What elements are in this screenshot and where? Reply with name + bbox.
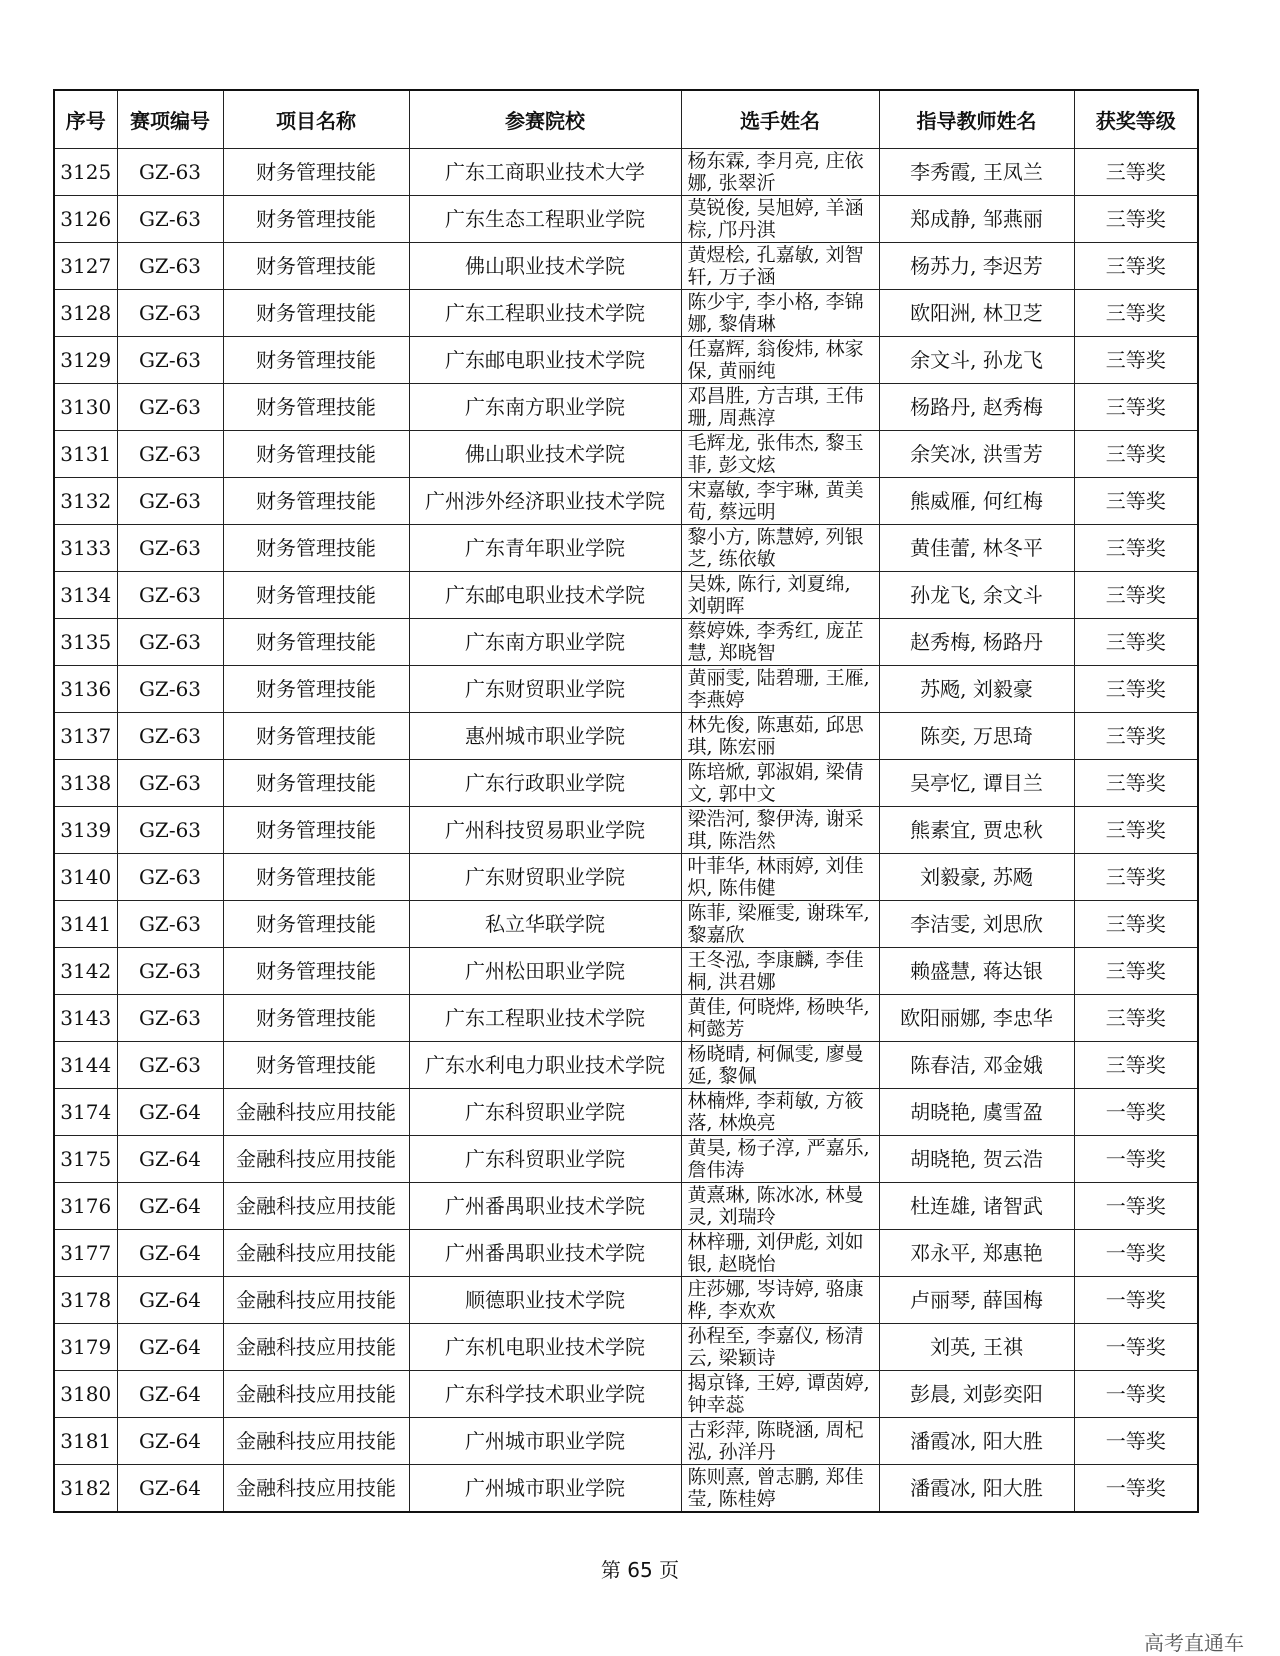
cell-event-code: GZ-64 (117, 1183, 223, 1230)
contestant-names-text: 黄佳, 何晓烨, 杨映华, 柯懿芳 (687, 996, 870, 1040)
cell-contestants (681, 1042, 879, 1089)
contestant-names-text: 吴姝, 陈行, 刘夏绵, 刘朝晖 (687, 573, 851, 617)
cell-instructors: 杨苏力, 李迟芳 (879, 243, 1074, 290)
cell-instructors: 余文斗, 孙龙飞 (879, 337, 1074, 384)
cell-index: 3181 (54, 1418, 117, 1465)
header-contestants: 选手姓名 (681, 90, 879, 149)
header-event-code: 赛项编号 (117, 90, 223, 149)
cell-instructors: 陈奕, 万思琦 (879, 713, 1074, 760)
cell-event-code: GZ-64 (117, 1089, 223, 1136)
cell-event-code: GZ-63 (117, 807, 223, 854)
cell-school: 广东科贸职业学院 (409, 1136, 681, 1183)
cell-instructors: 李洁雯, 刘思欣 (879, 901, 1074, 948)
cell-index: 3174 (54, 1089, 117, 1136)
cell-index: 3140 (54, 854, 117, 901)
cell-instructors: 欧阳丽娜, 李忠华 (879, 995, 1074, 1042)
contestant-names-text: 邓昌胜, 方吉琪, 王伟珊, 周燕淳 (687, 385, 864, 429)
cell-contestants (681, 572, 879, 619)
cell-school: 广东邮电职业技术学院 (409, 572, 681, 619)
cell-school: 私立华联学院 (409, 901, 681, 948)
cell-instructors: 刘毅豪, 苏飏 (879, 854, 1074, 901)
table-row (54, 149, 1198, 196)
cell-award-level: 一等奖 (1074, 1277, 1198, 1324)
table-row (54, 901, 1198, 948)
cell-index: 3179 (54, 1324, 117, 1371)
cell-event-code: GZ-63 (117, 854, 223, 901)
cell-project-name: 金融科技应用技能 (223, 1277, 409, 1324)
cell-index: 3132 (54, 478, 117, 525)
cell-index: 3135 (54, 619, 117, 666)
cell-index: 3180 (54, 1371, 117, 1418)
cell-instructors: 郑成静, 邹燕丽 (879, 196, 1074, 243)
cell-contestants (681, 807, 879, 854)
contestant-names-text: 杨东霖, 李月亮, 庄依娜, 张翠沂 (687, 150, 864, 194)
table-row (54, 995, 1198, 1042)
contestant-names-text: 陈培焮, 郭淑娟, 梁倩文, 郭中文 (687, 761, 864, 805)
cell-event-code: GZ-63 (117, 478, 223, 525)
cell-project-name: 金融科技应用技能 (223, 1324, 409, 1371)
page-number: 第 65 页 (600, 1558, 680, 1582)
cell-award-level: 三等奖 (1074, 384, 1198, 431)
table-row (54, 290, 1198, 337)
table-row (54, 854, 1198, 901)
cell-project-name: 财务管理技能 (223, 901, 409, 948)
cell-school: 广州涉外经济职业技术学院 (409, 478, 681, 525)
table-row (54, 713, 1198, 760)
cell-instructors: 孙龙飞, 余文斗 (879, 572, 1074, 619)
cell-event-code: GZ-63 (117, 196, 223, 243)
cell-school: 佛山职业技术学院 (409, 431, 681, 478)
cell-instructors: 赖盛慧, 蒋达银 (879, 948, 1074, 995)
cell-contestants (681, 1230, 879, 1277)
cell-school: 广东行政职业学院 (409, 760, 681, 807)
cell-event-code: GZ-64 (117, 1371, 223, 1418)
cell-instructors: 杜连雄, 诸智武 (879, 1183, 1074, 1230)
cell-event-code: GZ-63 (117, 948, 223, 995)
cell-index: 3134 (54, 572, 117, 619)
cell-index: 3126 (54, 196, 117, 243)
cell-event-code: GZ-63 (117, 901, 223, 948)
cell-event-code: GZ-63 (117, 995, 223, 1042)
cell-instructors: 吴亭忆, 谭目兰 (879, 760, 1074, 807)
cell-instructors: 潘霞冰, 阳大胜 (879, 1418, 1074, 1465)
cell-event-code: GZ-63 (117, 149, 223, 196)
cell-project-name: 金融科技应用技能 (223, 1183, 409, 1230)
contestant-names-text: 陈则熹, 曾志鹏, 郑佳莹, 陈桂婷 (687, 1466, 864, 1510)
cell-event-code: GZ-64 (117, 1324, 223, 1371)
cell-contestants (681, 149, 879, 196)
cell-school: 广东生态工程职业学院 (409, 196, 681, 243)
cell-index: 3143 (54, 995, 117, 1042)
watermark-text: 高考直通车 (1144, 1631, 1244, 1655)
cell-award-level: 三等奖 (1074, 290, 1198, 337)
cell-contestants (681, 478, 879, 525)
cell-school: 佛山职业技术学院 (409, 243, 681, 290)
cell-contestants (681, 854, 879, 901)
cell-project-name: 财务管理技能 (223, 760, 409, 807)
cell-award-level: 三等奖 (1074, 666, 1198, 713)
contestant-names-text: 庄莎娜, 岑诗婷, 骆康桦, 李欢欢 (687, 1278, 864, 1322)
contestant-names-text: 蔡婷姝, 李秀红, 庞芷慧, 郑晓智 (687, 620, 864, 664)
cell-project-name: 财务管理技能 (223, 431, 409, 478)
cell-index: 3136 (54, 666, 117, 713)
contestant-names-text: 任嘉辉, 翁俊炜, 林家保, 黄丽纯 (687, 338, 864, 382)
cell-index: 3131 (54, 431, 117, 478)
cell-contestants (681, 1465, 879, 1513)
cell-contestants (681, 948, 879, 995)
cell-contestants (681, 243, 879, 290)
contestant-names-text: 林梓珊, 刘伊彪, 刘如银, 赵晓怡 (687, 1231, 864, 1275)
cell-instructors: 余笑冰, 洪雪芳 (879, 431, 1074, 478)
cell-contestants (681, 619, 879, 666)
contestant-names-text: 黄丽雯, 陆碧珊, 王雁, 李燕婷 (687, 667, 870, 711)
contestant-names-text: 莫锐俊, 吴旭婷, 羊涵棕, 邝丹淇 (687, 197, 864, 241)
cell-index: 3129 (54, 337, 117, 384)
cell-school: 广东工程职业技术学院 (409, 995, 681, 1042)
cell-index: 3182 (54, 1465, 117, 1513)
table-row (54, 337, 1198, 384)
table-row (54, 525, 1198, 572)
cell-award-level: 三等奖 (1074, 1042, 1198, 1089)
cell-school: 广州松田职业学院 (409, 948, 681, 995)
cell-event-code: GZ-64 (117, 1136, 223, 1183)
cell-event-code: GZ-63 (117, 290, 223, 337)
cell-index: 3139 (54, 807, 117, 854)
cell-project-name: 金融科技应用技能 (223, 1371, 409, 1418)
cell-school: 广州城市职业学院 (409, 1465, 681, 1513)
cell-award-level: 一等奖 (1074, 1183, 1198, 1230)
cell-award-level: 一等奖 (1074, 1324, 1198, 1371)
cell-contestants (681, 1136, 879, 1183)
cell-index: 3133 (54, 525, 117, 572)
header-project-name: 项目名称 (223, 90, 409, 149)
cell-instructors: 胡晓艳, 虞雪盈 (879, 1089, 1074, 1136)
table-row (54, 1371, 1198, 1418)
cell-school: 广东工商职业技术大学 (409, 149, 681, 196)
cell-project-name: 财务管理技能 (223, 666, 409, 713)
cell-contestants (681, 713, 879, 760)
table-row (54, 1042, 1198, 1089)
contestant-names-text: 王冬泓, 李康麟, 李佳桐, 洪君娜 (687, 949, 864, 993)
cell-event-code: GZ-63 (117, 760, 223, 807)
table-row (54, 1324, 1198, 1371)
table-row (54, 478, 1198, 525)
cell-school: 广州科技贸易职业学院 (409, 807, 681, 854)
cell-award-level: 三等奖 (1074, 243, 1198, 290)
cell-instructors: 卢丽琴, 薛国梅 (879, 1277, 1074, 1324)
cell-index: 3137 (54, 713, 117, 760)
cell-award-level: 三等奖 (1074, 807, 1198, 854)
cell-index: 3141 (54, 901, 117, 948)
table-row (54, 807, 1198, 854)
cell-project-name: 财务管理技能 (223, 149, 409, 196)
cell-contestants (681, 666, 879, 713)
cell-school: 广东财贸职业学院 (409, 666, 681, 713)
cell-index: 3175 (54, 1136, 117, 1183)
cell-index: 3125 (54, 149, 117, 196)
cell-instructors: 彭晨, 刘彭奕阳 (879, 1371, 1074, 1418)
cell-event-code: GZ-63 (117, 1042, 223, 1089)
cell-school: 广州城市职业学院 (409, 1418, 681, 1465)
contestant-names-text: 叶菲华, 林雨婷, 刘佳炽, 陈伟健 (687, 855, 864, 899)
table-row (54, 431, 1198, 478)
cell-contestants (681, 1371, 879, 1418)
cell-school: 广东南方职业学院 (409, 619, 681, 666)
cell-project-name: 财务管理技能 (223, 572, 409, 619)
cell-event-code: GZ-63 (117, 619, 223, 666)
cell-index: 3178 (54, 1277, 117, 1324)
cell-contestants (681, 337, 879, 384)
cell-event-code: GZ-64 (117, 1465, 223, 1513)
contestant-names-text: 杨晓晴, 柯佩雯, 廖曼延, 黎佩 (687, 1043, 864, 1087)
header-school: 参赛院校 (409, 90, 681, 149)
table-row (54, 384, 1198, 431)
cell-instructors: 赵秀梅, 杨路丹 (879, 619, 1074, 666)
cell-project-name: 财务管理技能 (223, 478, 409, 525)
cell-index: 3130 (54, 384, 117, 431)
cell-index: 3142 (54, 948, 117, 995)
cell-instructors: 胡晓艳, 贺云浩 (879, 1136, 1074, 1183)
cell-index: 3127 (54, 243, 117, 290)
contestant-names-text: 宋嘉敏, 李宇琳, 黄美荀, 蔡远明 (687, 479, 864, 523)
cell-contestants (681, 525, 879, 572)
contestant-names-text: 古彩萍, 陈晓涵, 周杞泓, 孙洋丹 (687, 1419, 864, 1463)
cell-project-name: 财务管理技能 (223, 948, 409, 995)
table-row (54, 1230, 1198, 1277)
cell-award-level: 三等奖 (1074, 572, 1198, 619)
cell-school: 广东工程职业技术学院 (409, 290, 681, 337)
contestant-names-text: 毛辉龙, 张伟杰, 黎玉菲, 彭文炫 (687, 432, 864, 476)
cell-instructors: 潘霞冰, 阳大胜 (879, 1465, 1074, 1513)
cell-project-name: 财务管理技能 (223, 995, 409, 1042)
cell-contestants (681, 1277, 879, 1324)
cell-award-level: 三等奖 (1074, 149, 1198, 196)
cell-instructors: 熊威雁, 何红梅 (879, 478, 1074, 525)
cell-event-code: GZ-63 (117, 572, 223, 619)
cell-award-level: 三等奖 (1074, 760, 1198, 807)
header-instructors: 指导教师姓名 (879, 90, 1074, 149)
table-body (54, 149, 1198, 1513)
cell-award-level: 三等奖 (1074, 431, 1198, 478)
cell-event-code: GZ-63 (117, 666, 223, 713)
cell-award-level: 三等奖 (1074, 854, 1198, 901)
cell-award-level: 三等奖 (1074, 713, 1198, 760)
table-row (54, 1183, 1198, 1230)
cell-project-name: 财务管理技能 (223, 619, 409, 666)
cell-award-level: 三等奖 (1074, 995, 1198, 1042)
cell-project-name: 财务管理技能 (223, 196, 409, 243)
cell-award-level: 一等奖 (1074, 1230, 1198, 1277)
cell-school: 广东青年职业学院 (409, 525, 681, 572)
cell-project-name: 金融科技应用技能 (223, 1465, 409, 1513)
cell-event-code: GZ-63 (117, 384, 223, 431)
cell-event-code: GZ-63 (117, 243, 223, 290)
cell-contestants (681, 290, 879, 337)
cell-contestants (681, 431, 879, 478)
cell-award-level: 三等奖 (1074, 619, 1198, 666)
cell-project-name: 金融科技应用技能 (223, 1230, 409, 1277)
cell-school: 广州番禺职业技术学院 (409, 1230, 681, 1277)
table-header-row (54, 90, 1198, 149)
table-row (54, 1089, 1198, 1136)
contestant-names-text: 陈少宇, 李小格, 李锦娜, 黎倩琳 (687, 291, 864, 335)
cell-school: 惠州城市职业学院 (409, 713, 681, 760)
cell-contestants (681, 1089, 879, 1136)
cell-instructors: 邓永平, 郑惠艳 (879, 1230, 1074, 1277)
cell-school: 顺德职业技术学院 (409, 1277, 681, 1324)
cell-event-code: GZ-64 (117, 1418, 223, 1465)
cell-instructors: 苏飏, 刘毅豪 (879, 666, 1074, 713)
cell-contestants (681, 1324, 879, 1371)
cell-instructors: 熊素宜, 贾忠秋 (879, 807, 1074, 854)
cell-award-level: 三等奖 (1074, 948, 1198, 995)
cell-instructors: 黄佳蕾, 林冬平 (879, 525, 1074, 572)
contestant-names-text: 陈菲, 梁雁雯, 谢珠军, 黎嘉欣 (687, 902, 870, 946)
cell-school: 广东机电职业技术学院 (409, 1324, 681, 1371)
cell-award-level: 三等奖 (1074, 478, 1198, 525)
cell-contestants (681, 1418, 879, 1465)
cell-event-code: GZ-63 (117, 525, 223, 572)
table-row (54, 243, 1198, 290)
cell-school: 广东邮电职业技术学院 (409, 337, 681, 384)
cell-project-name: 财务管理技能 (223, 384, 409, 431)
cell-award-level: 一等奖 (1074, 1465, 1198, 1513)
cell-event-code: GZ-63 (117, 713, 223, 760)
cell-instructors: 李秀霞, 王凤兰 (879, 149, 1074, 196)
cell-contestants (681, 901, 879, 948)
cell-event-code: GZ-64 (117, 1230, 223, 1277)
table-row (54, 1136, 1198, 1183)
cell-project-name: 财务管理技能 (223, 525, 409, 572)
cell-index: 3177 (54, 1230, 117, 1277)
cell-award-level: 三等奖 (1074, 901, 1198, 948)
cell-school: 广东财贸职业学院 (409, 854, 681, 901)
table-row (54, 1277, 1198, 1324)
cell-project-name: 财务管理技能 (223, 807, 409, 854)
cell-instructors: 陈春洁, 邓金娥 (879, 1042, 1074, 1089)
cell-award-level: 一等奖 (1074, 1371, 1198, 1418)
cell-index: 3176 (54, 1183, 117, 1230)
contestant-names-text: 黄昊, 杨子淳, 严嘉乐, 詹伟涛 (687, 1137, 870, 1181)
contestant-names-text: 林先俊, 陈惠茹, 邱思琪, 陈宏丽 (687, 714, 864, 758)
cell-award-level: 一等奖 (1074, 1089, 1198, 1136)
cell-contestants (681, 384, 879, 431)
table-row (54, 948, 1198, 995)
cell-project-name: 财务管理技能 (223, 1042, 409, 1089)
cell-school: 广州番禺职业技术学院 (409, 1183, 681, 1230)
cell-event-code: GZ-64 (117, 1277, 223, 1324)
table-row (54, 196, 1198, 243)
contestant-names-text: 孙程至, 李嘉仪, 杨清云, 梁颖诗 (687, 1325, 864, 1369)
cell-award-level: 三等奖 (1074, 337, 1198, 384)
cell-project-name: 金融科技应用技能 (223, 1418, 409, 1465)
cell-school: 广东科学技术职业学院 (409, 1371, 681, 1418)
cell-project-name: 财务管理技能 (223, 337, 409, 384)
cell-instructors: 欧阳洲, 林卫芝 (879, 290, 1074, 337)
header-index: 序号 (54, 90, 117, 149)
cell-school: 广东南方职业学院 (409, 384, 681, 431)
cell-contestants (681, 1183, 879, 1230)
cell-school: 广东科贸职业学院 (409, 1089, 681, 1136)
table-row (54, 572, 1198, 619)
cell-event-code: GZ-63 (117, 337, 223, 384)
cell-instructors: 杨路丹, 赵秀梅 (879, 384, 1074, 431)
cell-index: 3138 (54, 760, 117, 807)
cell-contestants (681, 196, 879, 243)
cell-project-name: 财务管理技能 (223, 243, 409, 290)
cell-contestants (681, 760, 879, 807)
cell-instructors: 刘英, 王祺 (879, 1324, 1074, 1371)
award-table-container (53, 89, 1197, 1513)
cell-award-level: 一等奖 (1074, 1136, 1198, 1183)
header-award-level: 获奖等级 (1074, 90, 1198, 149)
cell-award-level: 三等奖 (1074, 525, 1198, 572)
table-row (54, 619, 1198, 666)
award-table (53, 89, 1199, 1513)
cell-award-level: 一等奖 (1074, 1418, 1198, 1465)
table-row (54, 666, 1198, 713)
cell-project-name: 财务管理技能 (223, 290, 409, 337)
contestant-names-text: 黎小方, 陈慧婷, 列银芝, 练依敏 (687, 526, 864, 570)
table-row (54, 1465, 1198, 1513)
cell-project-name: 财务管理技能 (223, 854, 409, 901)
cell-project-name: 财务管理技能 (223, 713, 409, 760)
contestant-names-text: 梁浩河, 黎伊涛, 谢采琪, 陈浩然 (687, 808, 864, 852)
contestant-names-text: 黄煜桧, 孔嘉敏, 刘智轩, 万子涵 (687, 244, 864, 288)
table-row (54, 1418, 1198, 1465)
cell-index: 3144 (54, 1042, 117, 1089)
cell-school: 广东水利电力职业技术学院 (409, 1042, 681, 1089)
cell-index: 3128 (54, 290, 117, 337)
contestant-names-text: 揭京锋, 王婷, 谭茵婷, 钟幸蕊 (687, 1372, 870, 1416)
cell-project-name: 金融科技应用技能 (223, 1136, 409, 1183)
contestant-names-text: 林楠烨, 李莉敏, 方筱落, 林焕亮 (687, 1090, 864, 1134)
cell-contestants (681, 995, 879, 1042)
table-row (54, 760, 1198, 807)
cell-event-code: GZ-63 (117, 431, 223, 478)
cell-project-name: 金融科技应用技能 (223, 1089, 409, 1136)
cell-award-level: 三等奖 (1074, 196, 1198, 243)
contestant-names-text: 黄熹琳, 陈冰冰, 林曼灵, 刘瑞玲 (687, 1184, 864, 1228)
